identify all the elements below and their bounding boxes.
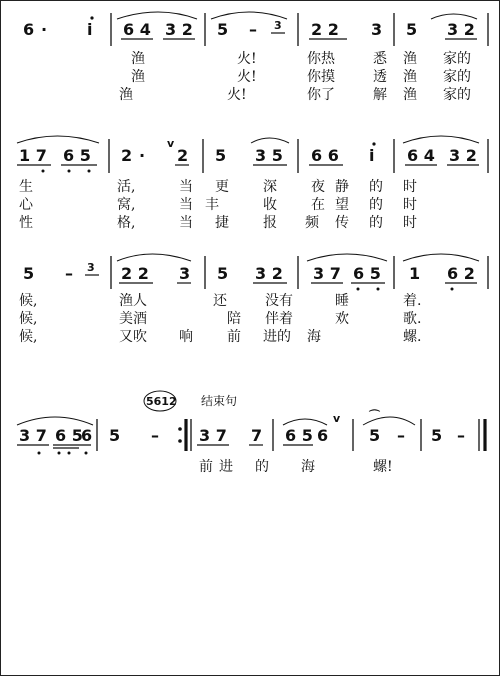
system-2 (17, 136, 488, 231)
note-dot: · (139, 146, 146, 165)
lyric: 格, (117, 215, 136, 231)
repeat-dot (178, 427, 182, 431)
lyric: 透 (373, 69, 387, 85)
system-3 (19, 254, 488, 345)
note-pair: 6 4 (123, 20, 151, 39)
note: 5 (109, 426, 121, 445)
lyric: 候, (19, 329, 38, 345)
lyric: 美酒 (119, 311, 147, 327)
lyric: 响 (179, 329, 193, 345)
note: 5 (406, 20, 418, 39)
lyric: 前 (227, 329, 241, 345)
lyric: 还 (213, 293, 227, 309)
lyric: 前 (199, 459, 213, 475)
lyric: 螺. (403, 329, 422, 345)
note: 3 (179, 264, 191, 283)
lyric: 渔人 (119, 293, 147, 309)
note-pair: 6 4 (407, 146, 435, 165)
note-pair: 6 5 (353, 264, 381, 283)
breath-mark-3: 3 (87, 261, 95, 274)
note: 7 (251, 426, 263, 445)
lyric: 睡 (335, 293, 349, 309)
lyric: 望 (335, 197, 349, 213)
high-octave-dot (372, 142, 375, 145)
ending-label: 结束句 (201, 394, 238, 408)
slur (403, 136, 479, 143)
low-octave-dot (38, 452, 41, 455)
note: 5 (217, 264, 229, 283)
lyric: 渔 (403, 51, 417, 67)
slur (431, 14, 477, 19)
note-pair: 3 2 (447, 20, 475, 39)
lyric: 性 (19, 215, 33, 231)
slur (307, 254, 387, 261)
lyric: 时 (403, 197, 417, 213)
low-octave-dot (42, 170, 45, 173)
note-pair: 6 5 (285, 426, 313, 445)
note-pair: 6 2 (447, 264, 475, 283)
dash: – (249, 20, 257, 39)
slur (283, 419, 327, 425)
lyric: 心 (19, 197, 33, 213)
system-1 (23, 12, 488, 103)
low-octave-dot (451, 288, 454, 291)
note: 3 (371, 20, 383, 39)
lyric: 渔 (131, 69, 145, 85)
lyric: 渔 (403, 87, 417, 103)
lyric: 生 (19, 179, 33, 195)
note-pair: 3 2 (165, 20, 193, 39)
slur (211, 12, 287, 19)
lyric: 静 (335, 179, 349, 195)
lyric: 渔 (403, 69, 417, 85)
lyric: 的 (369, 197, 383, 213)
lyric: 你了 (307, 87, 335, 103)
note-pair: 3 5 (255, 146, 283, 165)
lyric: 又吹 (119, 329, 147, 345)
note: 5 (369, 426, 381, 445)
note-pair: 6 5 (63, 146, 91, 165)
low-octave-dot (68, 170, 71, 173)
lyric: 传 (335, 215, 349, 231)
lyric: 时 (403, 179, 417, 195)
lyric: 你热 (307, 51, 335, 67)
lyric: 的 (369, 215, 383, 231)
lyric: 解 (373, 87, 387, 103)
lyric: 火! (237, 69, 257, 85)
note-pair: 6 6 (311, 146, 339, 165)
lyric: 的 (369, 179, 383, 195)
lyric: 伴着 (265, 311, 293, 327)
lyric: 你摸 (307, 69, 335, 85)
lyric: 报 (263, 215, 277, 231)
dash: – (151, 426, 159, 445)
note: 5 (217, 20, 229, 39)
breath-mark-3: 3 (274, 19, 282, 32)
breath-mark: v (333, 412, 341, 425)
lyric: 海 (307, 329, 321, 345)
low-octave-dot (68, 452, 71, 455)
note: 6 (81, 426, 93, 445)
lyric: 没有 (265, 293, 293, 309)
lyric: 窝, (117, 197, 136, 213)
lyric: 海 (301, 459, 315, 475)
dash: – (65, 264, 73, 283)
lyric: 进的 (263, 329, 291, 345)
note: 6 (23, 20, 35, 39)
note-pair: 6 5 (55, 426, 83, 445)
lyric: 更 (215, 179, 229, 195)
lyric: 收 (263, 197, 277, 213)
lyric: 悉 (373, 51, 387, 67)
note-pair: 3 7 (19, 426, 47, 445)
lyric: 家的 (443, 87, 471, 103)
note: i (369, 146, 375, 165)
lyric: 螺! (373, 459, 393, 475)
lyric: 欢 (335, 311, 349, 327)
lyric: 进 (219, 459, 233, 475)
lyric: 火! (227, 87, 247, 103)
breath-mark: v (167, 137, 175, 150)
lyric: 时 (403, 215, 417, 231)
slur (117, 12, 197, 19)
slur (251, 138, 289, 143)
note-pair: 3 7 (313, 264, 341, 283)
slur (117, 254, 191, 261)
lyric: 着. (403, 293, 422, 309)
note: 5 (23, 264, 35, 283)
slur (17, 417, 93, 425)
note-pair: 3 2 (255, 264, 283, 283)
low-octave-dot (88, 170, 91, 173)
note: 2 (121, 146, 133, 165)
lyric: 候, (19, 311, 38, 327)
dash: – (397, 426, 405, 445)
low-octave-dot (377, 288, 380, 291)
slur (17, 136, 99, 143)
lyric: 丰 (205, 197, 219, 213)
fermata: ⌒ (369, 409, 380, 422)
lyric: 当 (179, 179, 193, 195)
score-canvas (1, 1, 500, 677)
note: i (87, 20, 93, 39)
lyric: 渔 (131, 51, 145, 67)
lyric: 火! (237, 51, 257, 67)
repeat-dot (178, 439, 182, 443)
lyric: 夜 (311, 179, 325, 195)
slur (403, 254, 479, 261)
lyric: 深 (263, 179, 277, 195)
lyric: 当 (179, 197, 193, 213)
lyric: 候, (19, 293, 38, 309)
lyric: 在 (311, 197, 325, 213)
note: 5 (431, 426, 443, 445)
lyric: 捷 (215, 215, 229, 231)
low-octave-dot (357, 288, 360, 291)
note-pair: 3 2 (449, 146, 477, 165)
lyric: 陪 (227, 311, 241, 327)
note-dot: · (41, 20, 48, 39)
note: 2 (177, 146, 189, 165)
note: 6 (317, 426, 329, 445)
dash: – (457, 426, 465, 445)
lyric: 家的 (443, 69, 471, 85)
lyric: 渔 (119, 87, 133, 103)
low-octave-dot (85, 452, 88, 455)
note: 1 (409, 264, 421, 283)
lyric: 歌. (403, 311, 422, 327)
note-pair: 1 7 (19, 146, 47, 165)
lyric: 活, (117, 179, 136, 195)
lyric: 当 (179, 215, 193, 231)
high-octave-dot (90, 16, 93, 19)
system-4 (17, 391, 485, 475)
note: 5 (215, 146, 227, 165)
note-pair: 3 7 (199, 426, 227, 445)
ending-motif: 5612 (146, 395, 177, 408)
note-pair: 2 2 (311, 20, 339, 39)
note-pair: 2 2 (121, 264, 149, 283)
lyric: 家的 (443, 51, 471, 67)
lyric: 频 (305, 215, 319, 231)
low-octave-dot (58, 452, 61, 455)
lyric: 的 (255, 459, 269, 475)
